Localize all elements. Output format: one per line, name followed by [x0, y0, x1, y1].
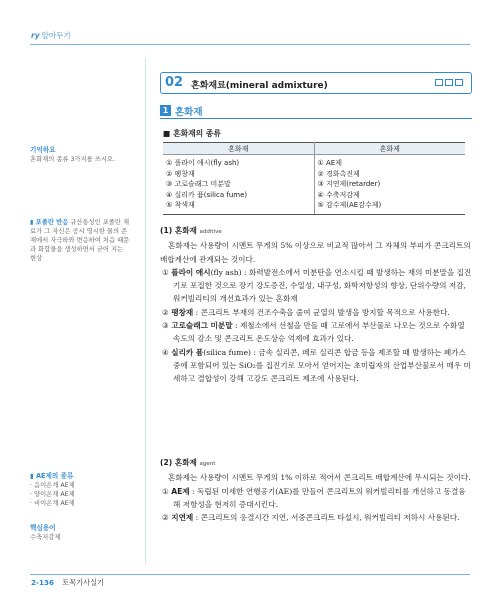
- ae-title: AE제의 종류: [35, 472, 74, 480]
- list-item: [160, 485, 472, 512]
- agent-intro: 혼화제는 사용량이 시멘트 무게의 1% 이하로 적어서 콘크리트 배합계산에 무시되는 것이다.: [168, 473, 471, 483]
- subsection-header: [160, 104, 472, 119]
- list-item: ④ 수축저감제: [317, 190, 360, 199]
- additive-heading: [160, 224, 472, 239]
- item-keyword: 팽창재: [171, 307, 194, 317]
- section-title: 혼화재료(mineral admixture): [191, 81, 328, 91]
- list-item: [160, 511, 472, 524]
- memo-text: 혼화재의 종류 3가지를 쓰시오.: [30, 156, 116, 163]
- item-number: ④: [162, 347, 169, 357]
- list-item: ④ 실리카 퓸(silica fume): [166, 190, 248, 199]
- list-item: [160, 346, 472, 386]
- pozzolan-term: 포졸란 반응: [35, 219, 69, 226]
- ae-item: · 비이온계 AE제: [30, 500, 75, 507]
- memo-note: [30, 146, 130, 164]
- item-keyword: 지연제: [171, 513, 194, 523]
- list-item: ③ 고로슬래그 미분말: [166, 180, 231, 188]
- list-item: ② 팽창재: [166, 169, 195, 178]
- list-item: [160, 306, 472, 319]
- list-item: ① 플라이 애시(fly ash): [166, 159, 240, 167]
- section-header: [160, 72, 472, 94]
- ae-note: [30, 472, 130, 508]
- memo-title: 기억하요: [30, 146, 56, 154]
- bottom-rule: [30, 574, 470, 575]
- list-item: [160, 319, 472, 346]
- header-icon: ry: [31, 31, 40, 40]
- pozzolan-text: 규산통성인 포졸란 재료가 그 자신은 공시 영시한 물의 존재에서 자극하와 변응하여 처음 때문과 화합물을 생성하면서 굳어 지는 현상: [30, 219, 130, 262]
- table-header: 혼화제: [314, 143, 465, 155]
- agent-section: [160, 456, 472, 524]
- bullet-icon: ▮: [30, 472, 36, 480]
- table-cell-right: [314, 155, 465, 215]
- item-text: : 콘크리트 부재의 건조수축을 줄여 균열의 발생을 방지할 목적으로 사용한다.: [193, 307, 450, 317]
- page-number: 2-136: [31, 578, 54, 587]
- agent-heading: [160, 456, 472, 471]
- item-text: : 화력발전소에서 미분탄을 연소시킬 때 발생하는 재의 미분말을 집진기로 포집한 것으로 장기 강도증진, 수밀성, 내구성, 화학저항성의 향상, 단위수량의 저감, 워커빌리티의 개선효과가 있는 혼화재: [173, 267, 472, 304]
- list-item: ① AE제: [317, 159, 342, 167]
- agent-heading-en: agent: [199, 461, 216, 467]
- header-label: [31, 30, 71, 41]
- list-item: [160, 266, 472, 306]
- key-text: 수축저감제: [30, 534, 61, 541]
- additive-heading-en: additive: [199, 229, 222, 235]
- table-header: 혼화재: [163, 143, 314, 155]
- item-english: (fly ash): [210, 267, 242, 277]
- header-text: 알아두기: [41, 31, 71, 40]
- ae-item: · 음이온계 AE제: [30, 482, 75, 489]
- kinds-heading: ■ 혼화재의 종류: [163, 129, 221, 138]
- additive-heading-text: (1) 혼화재: [160, 226, 197, 235]
- list-item: ⑤ 감수제(AE감수제): [317, 201, 382, 209]
- item-keyword: 고로슬래그 미분말: [171, 321, 233, 331]
- list-item: ③ 지연제(retarder): [317, 180, 381, 188]
- key-term-note: [30, 524, 130, 542]
- list-item: ⑤ 착색재: [166, 201, 195, 209]
- ae-item: · 양이온계 AE제: [30, 491, 75, 498]
- list-item: ② 경화촉진제: [317, 169, 360, 178]
- item-text: : 콘크리트의 응결시간 지연, 서중콘크리트 타설시, 워커빌리티 저하시 사용된다.: [193, 513, 460, 523]
- item-keyword: 실리카 퓸: [171, 347, 204, 357]
- item-number: ②: [162, 307, 169, 317]
- book-title: 토목기사실기: [62, 578, 104, 587]
- additive-intro: 혼화재는 사용량이 시멘트 무게의 5% 이상으로 비교적 많아서 그 자체의 부피가 콘크리트의 배합계산에 관계되는 것이다.: [160, 241, 471, 264]
- agent-heading-text: (2) 혼화제: [160, 458, 197, 467]
- kinds-table: [163, 142, 465, 215]
- item-english: (silica fume): [203, 347, 251, 357]
- item-number: ③: [162, 321, 169, 331]
- item-text: : 금속 실리콘, 페로 실리콘 합금 등을 제조할 때 발생하는 폐가스 중에 포함되어 있는 SiO₂를 집진기로 모아서 얻어지는 초미립자의 산업부산물로서 매우 미세하고 결합성이 강해 고강도 콘크리트 제조에 사용된다.: [173, 347, 471, 384]
- subsection-title: 혼화재: [175, 107, 203, 118]
- item-text: : 제철소에서 선철을 만들 때 고로에서 부산물로 나오는 것으로 수화열 속도의 감소 및 콘크리트 온도상승 억제에 효과가 있다.: [173, 321, 465, 344]
- subsection-number: 1: [160, 105, 171, 116]
- top-rule: [30, 44, 470, 45]
- item-keyword: 플라이 애시: [171, 267, 211, 277]
- item-keyword: AE제: [171, 486, 190, 496]
- bullet-icon: ▮: [30, 219, 36, 226]
- item-number: ②: [162, 513, 169, 523]
- page-footer: [31, 578, 104, 588]
- key-title: 핵심용어: [30, 524, 56, 532]
- additive-section: [160, 224, 472, 386]
- table-cell-left: [163, 155, 314, 215]
- item-number: ①: [162, 486, 169, 496]
- item-text: : 독립된 미세한 연행공기(AE)를 만들어 콘크리트의 워커빌리티를 개선하고 동결융해 저항성을 현저히 증대시킨다.: [173, 486, 466, 509]
- decor-boxes-icon: [435, 79, 463, 86]
- column-divider: [145, 58, 146, 563]
- section-number: 02: [165, 75, 184, 90]
- item-number: ①: [162, 267, 169, 277]
- pozzolan-note: [30, 218, 130, 263]
